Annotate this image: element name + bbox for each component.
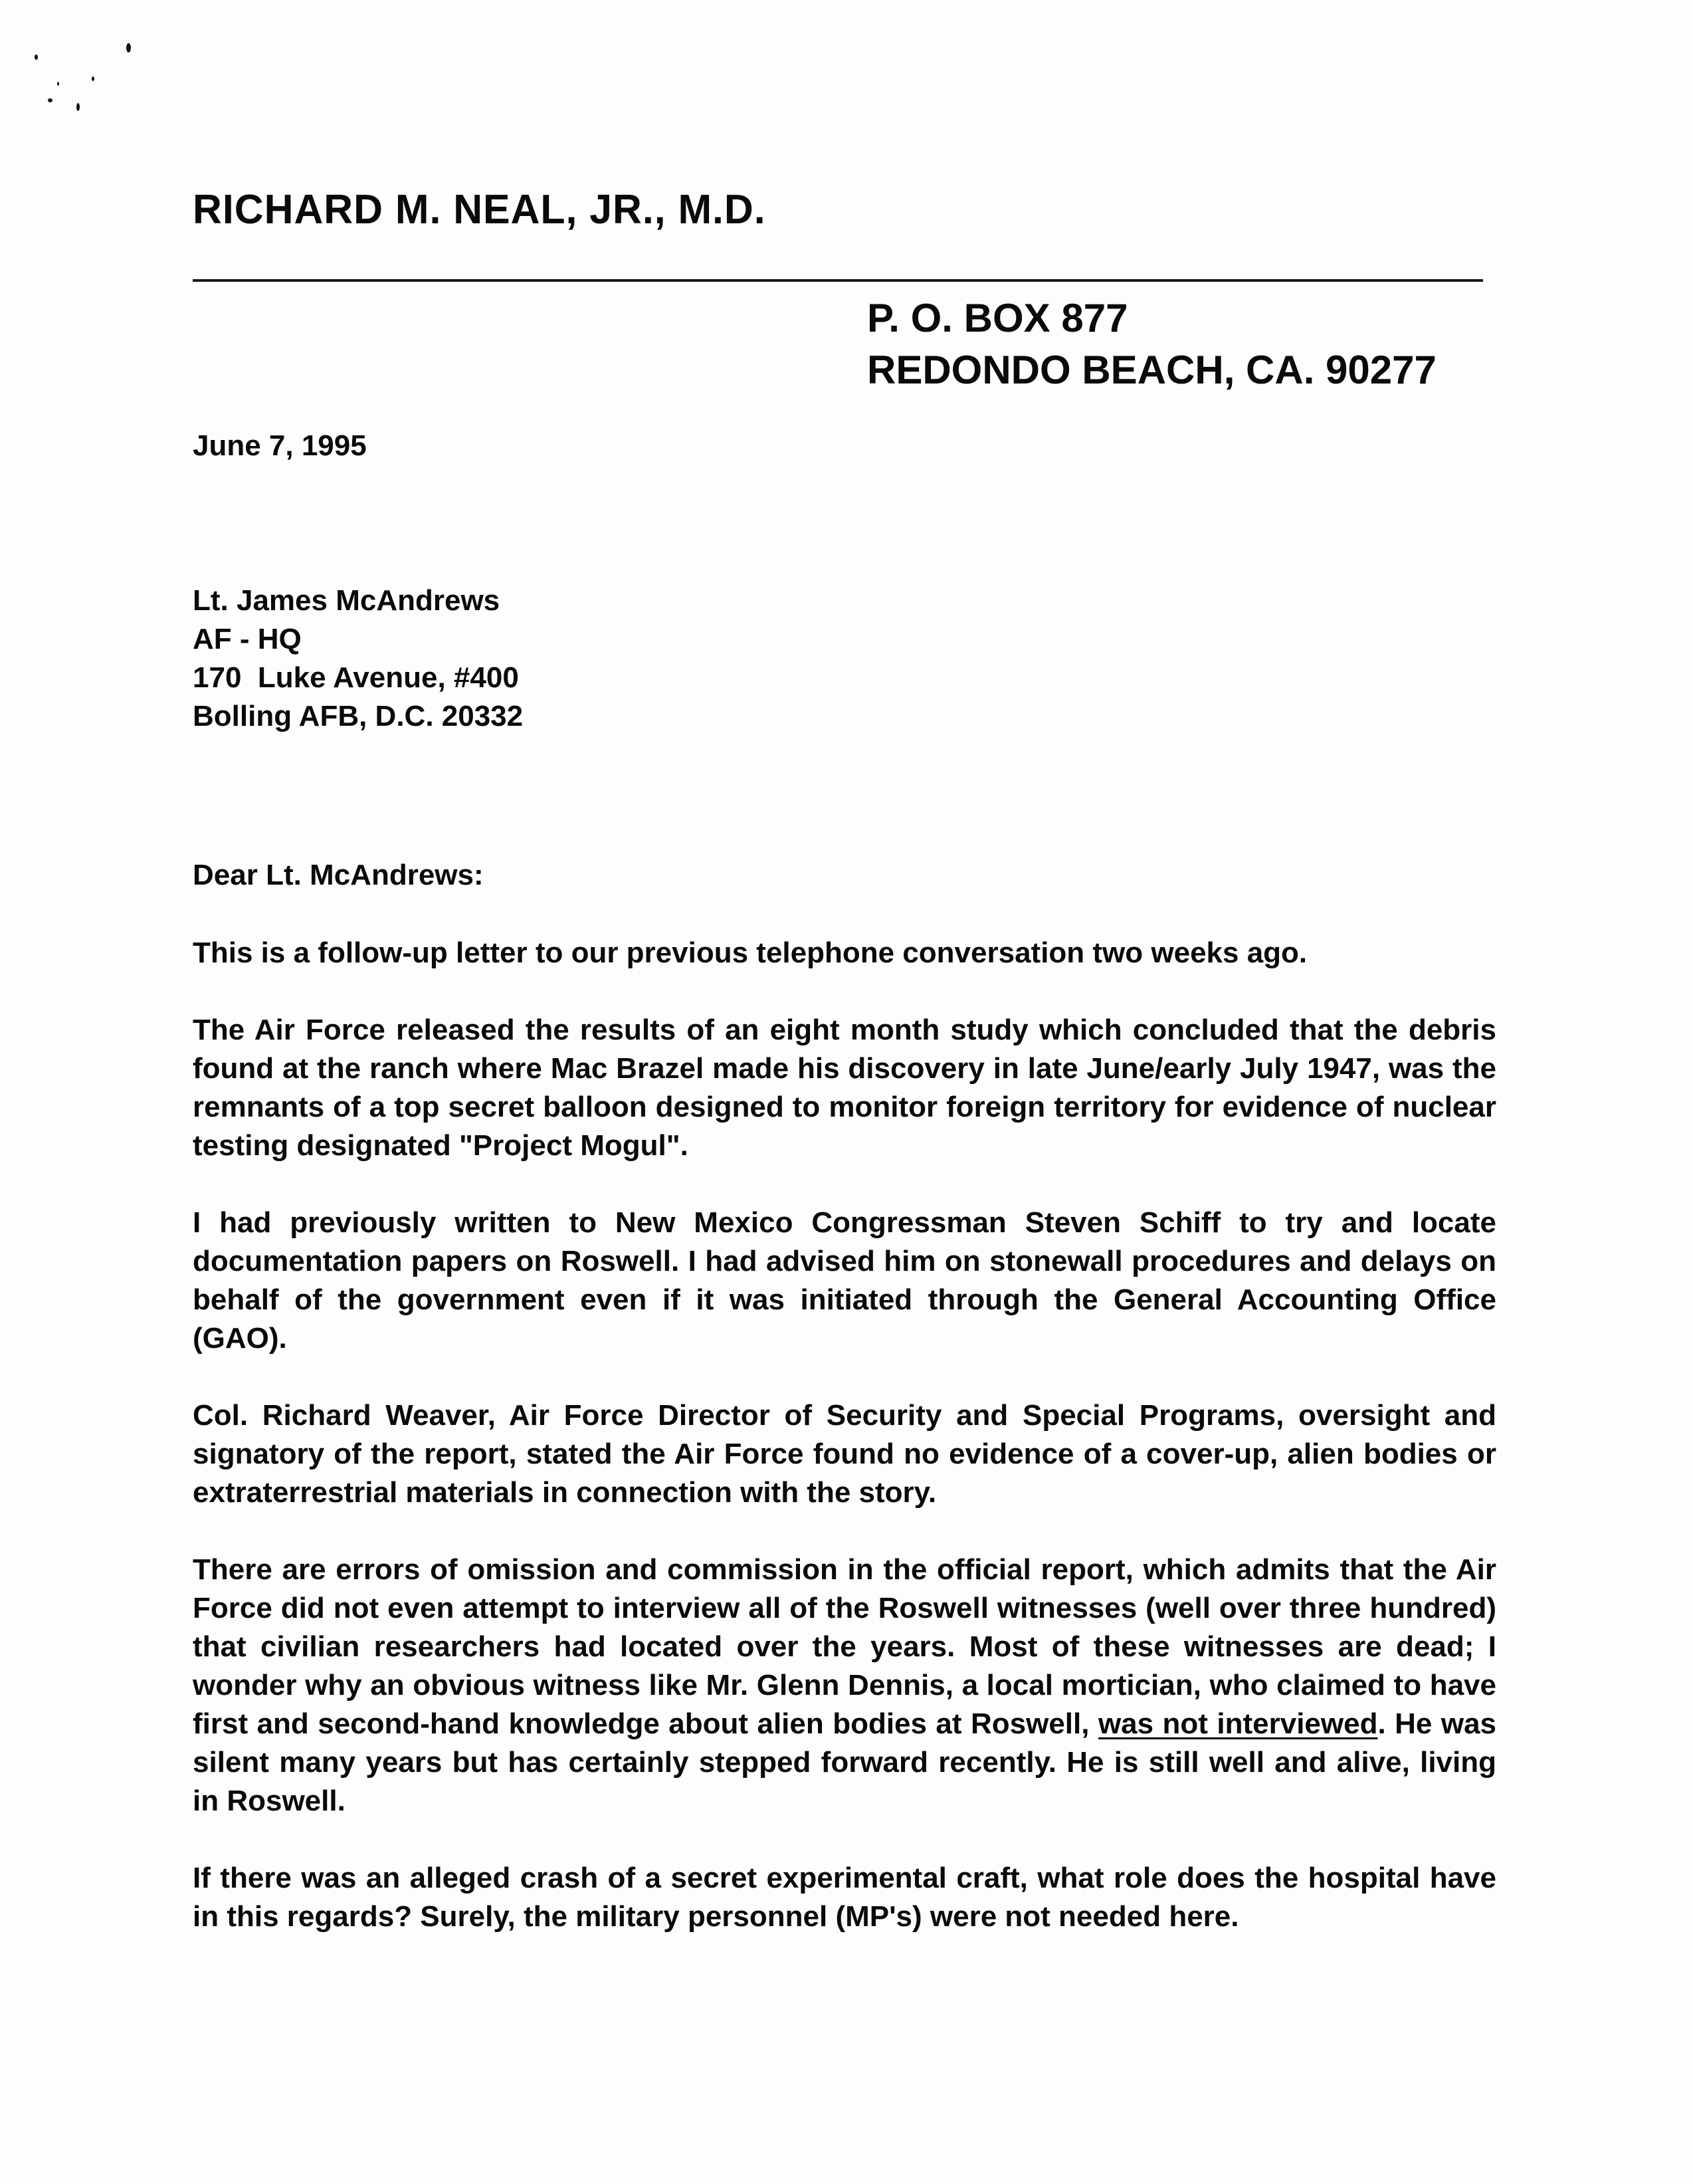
scan-speck [76,103,80,111]
recipient-address [193,582,523,736]
sender-address-line-2: REDONDO BEACH, CA. 90277 [867,348,1437,392]
letterhead-rule [193,279,1483,282]
letter-body [193,934,1496,1975]
paragraph-3: I had previously written to New Mexico Congressman Steven Schiff to try and locate documentation papers on Roswell. I had advised him on stonewall procedures and delays on behalf of the government even if it was initiated through the General Accounting Office (GAO). [193,1206,1496,1355]
salutation: Dear Lt. McAndrews: [193,859,484,891]
sender-address-line-1: P. O. BOX 877 [867,296,1128,340]
sender-address [867,292,1437,396]
recipient-city: Bolling AFB, D.C. 20332 [193,700,524,732]
paragraph-5-text-a: There are errors of omission and commission in the official report, which admits that the Air Force did not even attempt to interview all of the Roswell witnesses (well over three hundred) that civilian researchers had located over the years. Most of these witnesses are dead; I wonder why an obvious witness like Mr. Glenn Dennis, a local mortician, who claimed to have first and second-hand knowledge about alien bodies at Roswell, [193,1553,1496,1740]
paragraph-4: Col. Richard Weaver, Air Force Director of Security and Special Programs, oversight and signatory of the report, stated the Air Force found no evidence of a cover-up, alien bodies or extraterrestrial materials in connection with the story. [193,1399,1496,1509]
paragraph-6: If there was an alleged crash of a secret experimental craft, what role does the hospital have in this regards? Surely, the military personnel (MP's) were not needed here. [193,1862,1496,1933]
recipient-office: AF - HQ [193,623,302,655]
underlined-phrase: was not interviewed [1098,1707,1378,1740]
scan-speck [35,55,38,60]
scan-speck [126,43,131,53]
letter-date: June 7, 1995 [193,429,367,462]
paragraph-5-text-b: . He was silent many years but has certainly stepped forward recently. He is still well and alive, living in Roswell. [193,1707,1497,1817]
paragraph-1: This is a follow-up letter to our previous telephone conversation two weeks ago. [193,936,1308,969]
scan-speck [57,82,59,86]
scan-speck [48,98,52,102]
paragraph-2: The Air Force released the results of an eight month study which concluded that the debris found at the ranch where Mac Brazel made his discovery in late June/early July 1947, was the remnants of a top secret balloon designed to monitor foreign territory for evidence of nuclear testing designated "Project Mogul". [193,1014,1496,1162]
scan-speck [92,76,94,81]
letterhead-name: RICHARD M. NEAL, JR., M.D. [193,187,766,233]
paragraph-5 [193,1551,1496,1820]
recipient-street: 170 Luke Avenue, #400 [193,661,519,694]
recipient-name: Lt. James McAndrews [193,584,500,617]
